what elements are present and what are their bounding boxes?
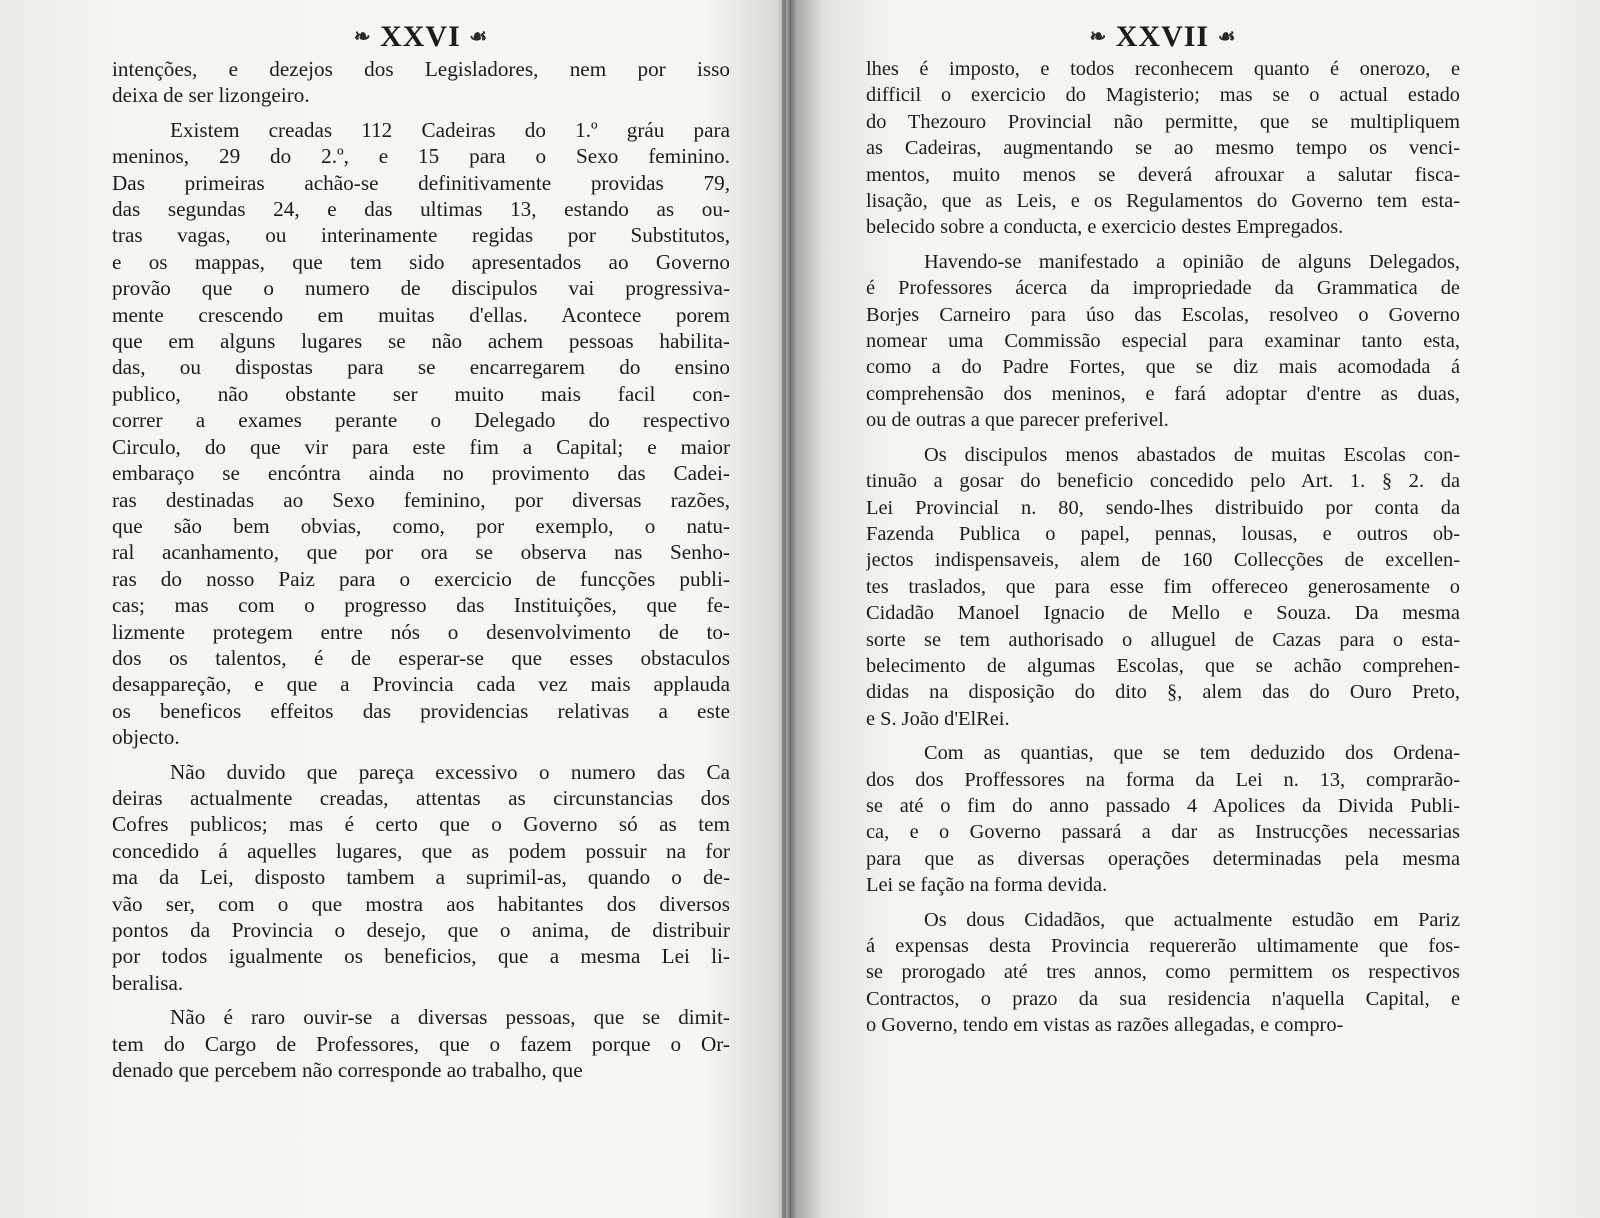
text-line: lhes é imposto, e todos reconhecem quanto é onerozo, e [866,58,1460,80]
ornament-icon: ☙ [469,26,489,48]
paragraph [866,442,1460,732]
text-line: que em alguns lugares se não achem pessoas habilita- [112,329,730,354]
text-line: ca, e o Governo passará a dar as Instrucções necessarias [866,821,1460,844]
gutter [782,0,786,1218]
paragraph [112,759,730,997]
text-line: denado que percebem não corresponde ao trabalho, que [112,1058,583,1083]
text-line: deixa de ser lizongeiro. [112,83,310,108]
text-line: tras vagas, ou interinamente regidas por Substitutos, [112,223,730,248]
paragraph [866,56,1460,241]
text-line: o Governo, tendo em vistas as razões allegadas, e compro- [866,1014,1344,1037]
paragraph [112,1004,730,1083]
text-line: dos os talentos, é de esperar-se que esses obstaculos [112,645,730,670]
text-line: intenções, e dezejos dos Legisladores, nem por isso [112,57,730,81]
text-line: se prorogado até tres annos, como permittem os respectivos [866,961,1460,984]
text-line: nomear uma Commissão especial para examinar tanto esta, [866,330,1460,353]
text-line: objecto. [112,725,180,750]
paragraph [866,249,1460,434]
text-line: belecido sobre a conducta, e exercicio destes Empregados. [866,216,1344,239]
text-line: Lei Provincial n. 80, sendo-lhes distribuido por conta da [866,496,1460,519]
text-line: ou de outras a que parecer preferivel. [866,409,1169,432]
text-line: é Professores ácerca da impropriedade da Grammatica de [866,277,1460,300]
text-line: pontos da Provincia o desejo, que o anima, de distribuir [112,918,730,942]
text-line: Borjes Carneiro para úso das Escolas, resolveo o Governo [866,303,1460,326]
left-page-body [112,56,730,1083]
text-line: Existem creadas 112 Cadeiras do 1.º gráu para [170,117,730,142]
text-line: Os discipulos menos abastados de muitas Escolas con- [924,443,1460,466]
text-line: Lei se fação na forma devida. [866,874,1108,897]
text-line: publico, não obstante ser muito mais facil con- [112,381,730,406]
text-line: provão que o numero de discipulos vai progressiva- [112,276,730,301]
text-line: Com as quantias, que se tem deduzido dos Ordena- [924,742,1460,765]
text-line: por todos igualmente os beneficios, que a mesma Lei li- [112,944,730,969]
text-line: concedido á aquelles lugares, que as podem possuir na for [112,838,730,863]
text-line: Das primeiras achão-se definitivamente providas 79, [112,170,730,195]
text-line: ras destinadas ao Sexo feminino, por diversas razões, [112,487,730,512]
paragraph [112,56,730,109]
right-page-header [866,18,1460,56]
text-line: tes traslados, que para esse fim offereceo generosamente o [866,575,1460,598]
text-line: tinuão a gosar do beneficio concedido pelo Art. 1. § 2. da [866,470,1460,493]
text-line: beralisa. [112,970,184,995]
text-line: Os dous Cidadãos, que actualmente estudão em Pariz [924,908,1460,931]
text-line: os beneficos effeitos das providencias relativas a este [112,698,730,723]
right-page [866,18,1460,1047]
text-line: Havendo-se manifestado a opinião de alguns Delegados, [924,250,1460,273]
text-line: belecimento de algumas Escolas, que se achão comprehen- [866,654,1460,677]
left-page-number: XXVI [380,20,461,53]
right-page-body [866,56,1460,1039]
text-line: que são bem obvias, como, por exemplo, o natu- [112,513,730,538]
text-line: ma da Lei, disposto tambem a suprimil-as, quando o de- [112,865,730,890]
text-line: meninos, 29 do 2.º, e 15 para o Sexo feminino. [112,144,730,169]
paragraph [866,907,1460,1039]
text-line: dos dos Proffessores na forma da Lei n. 13, comprarão- [866,768,1460,791]
text-line: correr a exames perante o Delegado do respectivo [112,408,730,433]
left-page [112,18,730,1091]
ornament-icon: ❧ [353,26,372,48]
text-line: tem do Cargo de Professores, que o fazem porque o Or- [112,1031,730,1056]
text-line: e os mappas, que tem sido apresentados ao Governo [112,249,730,274]
text-line: comprehensão dos meninos, e fará adoptar d'entre as duas, [866,382,1460,405]
text-line: das, ou dispostas para se encarregarem do ensino [112,355,730,380]
text-line: didas na disposição do dito §, alem das do Ouro Preto, [866,681,1460,704]
text-line: como a do Padre Fortes, que se diz mais acomodada á [866,356,1460,379]
text-line: das segundas 24, e das ultimas 13, estando as ou- [112,197,730,222]
text-line: mentos, muito menos se deverá afrouxar a salutar fisca- [866,163,1460,186]
text-line: cas; mas com o progresso das Instituições, que fe- [112,593,730,618]
text-line: lizmente protegem entre nós o desenvolvimento de to- [112,619,730,644]
text-line: as Cadeiras, augmentando se ao mesmo tempo os venci- [866,137,1460,160]
text-line: e S. João d'ElRei. [866,707,1010,730]
text-line: se até o fim do anno passado 4 Apolices da Divida Publi- [866,794,1460,817]
paragraph [866,740,1460,898]
text-line: á expensas desta Provincia requererão ultimamente que fos- [866,935,1460,957]
text-line: para que as diversas operações determinadas pela mesma [866,847,1460,870]
text-line: Fazenda Publica o papel, pennas, lousas, e outros ob- [866,522,1460,545]
text-line: sorte se tem authorisado o alluguel de Cazas para o esta- [866,628,1460,651]
ornament-icon: ☙ [1217,26,1237,48]
text-line: jectos indispensaveis, alem de 160 Collecções de excellen- [866,549,1460,572]
left-page-header [112,18,730,56]
text-line: desappareção, e que a Provincia cada vez mais applauda [112,672,730,697]
text-line: Circulo, do que vir para este fim a Capital; e maior [112,434,730,459]
text-line: Não duvido que pareça excessivo o numero das Ca [170,759,730,784]
text-line: ral acanhamento, que por ora se observa nas Senho- [112,540,730,565]
text-line: mente crescendo em muitas d'ellas. Acontece porem [112,302,730,327]
text-line: Contractos, o prazo da sua residencia n'aquella Capital, e [866,987,1460,1010]
paragraph [112,117,730,751]
text-line: vão ser, com o que mostra aos habitantes dos diversos [112,891,730,916]
text-line: embaraço se encóntra ainda no provimento das Cadei- [112,461,730,486]
right-page-number: XXVII [1115,20,1210,53]
text-line: difficil o exercicio do Magisterio; mas se o actual estado [866,84,1460,107]
text-line: Não é raro ouvir-se a diversas pessoas, que se dimit- [170,1005,730,1030]
text-line: Cofres publicos; mas é certo que o Governo só as tem [112,812,730,837]
text-line: do Thezouro Provincial não permitte, que se multipliquem [866,110,1460,133]
text-line: lisação, que as Leis, e os Regulamentos do Governo tem esta- [866,190,1460,213]
ornament-icon: ❧ [1089,26,1108,48]
text-line: ras do nosso Paiz para o exercicio de funcções publi- [112,566,730,591]
text-line: deiras actualmente creadas, attentas as circunstancias dos [112,785,730,810]
text-line: Cidadão Manoel Ignacio de Mello e Souza. Da mesma [866,602,1460,625]
